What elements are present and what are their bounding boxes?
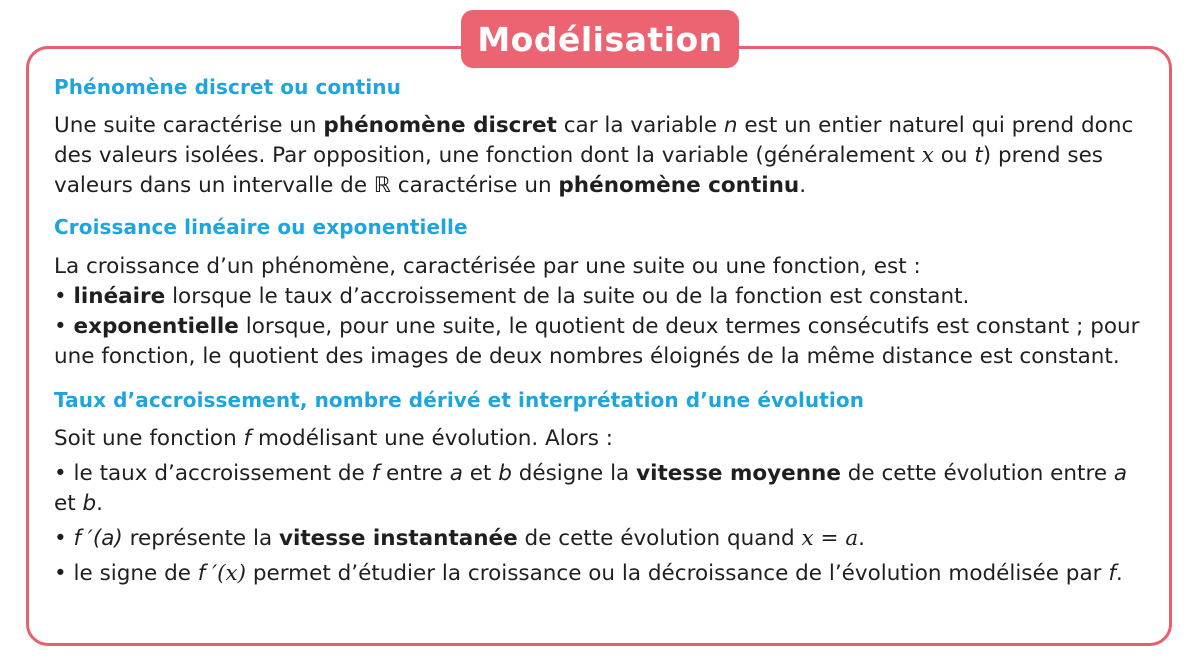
bullet: • [54,526,67,551]
list-item-lineaire [54,282,1154,312]
argument-x: (x) [217,561,246,586]
function-f: f [1108,561,1116,586]
text-fragment: de cette évolution quand [517,526,802,551]
variable-t: t [974,143,983,168]
text-fragment: Soit une fonction [54,426,244,451]
term-vitesse-moyenne: vitesse moyenne [636,461,841,486]
function-f: f [243,426,252,451]
variable-b: b [498,461,512,486]
variable-a: a [449,461,463,486]
text-fragment: modélisant une évolution. Alors : [251,426,613,451]
text-fragment: ou [933,143,975,168]
term-vitesse-instantanee: vitesse instantanée [278,526,518,551]
term-exponentielle: exponentielle [73,314,239,339]
paragraph-croissance-intro: La croissance d’un phénomène, caractérisée par une suite ou une fonction, est : [54,254,921,279]
term-lineaire: linéaire [73,284,166,309]
text-fragment: permet d’étudier la croissance ou la décroissance de l’évolution modélisée par [246,561,1109,586]
text-fragment: Une suite caractérise un [54,113,324,138]
text-fragment: . [858,526,865,551]
text-fragment: est un entier naturel qui prend donc des valeurs isolées. Par opposition, une fonction dont la variable (généralement [54,113,1134,168]
text-fragment: lorsque, pour une suite, le quotient de deux termes consécutifs est constant ; pour une fonction, le quotient des images de deux nombres éloignés de la même distance est constant. [54,314,1140,369]
text-fragment: et [54,491,83,516]
text-fragment: le taux d’accroissement de [73,461,372,486]
box-content [54,72,1154,589]
text-fragment: . [1115,561,1123,586]
bullet: • [54,284,67,309]
term-phenomene-continu: phénomène continu [558,173,800,198]
heading-discret-continu: Phénomène discret ou continu [54,75,401,99]
variable-a: a [1113,461,1128,486]
paragraph-discret-continu [54,111,1154,201]
term-phenomene-discret: phénomène discret [323,113,557,138]
set-real-numbers: ℝ [373,173,391,198]
text-fragment: désigne la [511,461,637,486]
equation-x-equals-a: x = a [801,526,859,551]
text-fragment: car la variable [556,113,724,138]
heading-croissance: Croissance linéaire ou exponentielle [54,215,468,239]
function-f: f [371,461,380,486]
list-item-vitesse-instantanee [54,524,1154,554]
text-fragment: . [799,173,807,198]
bullet: • [54,561,67,586]
text-fragment: ) prend ses valeurs dans un intervalle de [54,143,1103,198]
box-title: Modélisation [477,19,723,59]
title-tab [461,10,739,68]
bullet: • [54,461,67,486]
text-fragment: entre [379,461,450,486]
text-fragment: caractérise un [390,173,559,198]
text-fragment: lorsque le taux d’accroissement de la suite ou de la fonction est constant. [165,284,970,309]
list-item-signe-derivee [54,559,1154,589]
argument-a: (a) [92,526,123,551]
variable-b: b [82,491,97,516]
variable-x: x [921,143,934,168]
derivative-f-prime: f ′ [73,526,93,551]
text-fragment: et [462,461,499,486]
list-item-exponentielle [54,312,1154,372]
variable-n: n [723,113,738,138]
text-fragment: le signe de [73,561,198,586]
text-fragment: représente la [122,526,279,551]
text-fragment: de cette évolution entre [840,461,1114,486]
list-item-vitesse-moyenne [54,459,1154,519]
bullet: • [54,314,67,339]
derivative-f-prime: f ′ [197,561,218,586]
heading-taux-accroissement: Taux d’accroissement, nombre dérivé et interprétation d’une évolution [54,388,865,412]
paragraph-evolution-intro [54,424,1154,454]
text-fragment: . [96,491,103,516]
